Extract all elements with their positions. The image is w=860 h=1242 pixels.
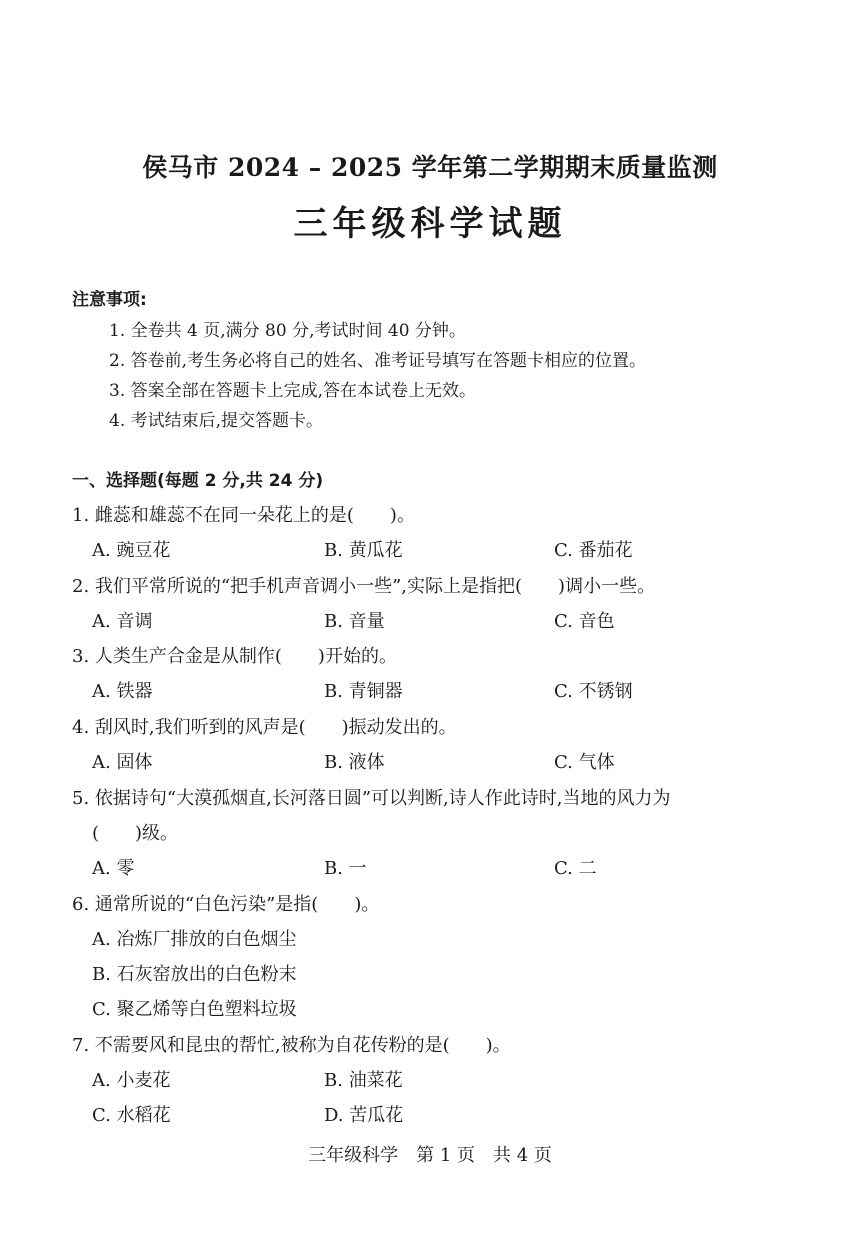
question-option: B. 液体: [324, 752, 385, 773]
question-option: C. 气体: [554, 752, 615, 773]
question-stem: 6. 通常所说的“白色污染”是指( )。: [72, 894, 380, 915]
question-option: B. 青铜器: [324, 681, 403, 702]
section-heading: 一、选择题(每题 2 分,共 24 分): [72, 471, 324, 491]
question-stem: 2. 我们平常所说的“把手机声音调小一些”,实际上是指把( )调小一些。: [72, 576, 656, 597]
question-option: A. 冶炼厂排放的白色烟尘: [92, 929, 297, 950]
question-option: A. 豌豆花: [92, 540, 171, 561]
notice-item: 3. 答案全部在答题卡上完成,答在本试卷上无效。: [109, 381, 477, 401]
question-stem: 1. 雌蕊和雄蕊不在同一朵花上的是( )。: [72, 505, 415, 526]
question-option: C. 二: [554, 858, 597, 879]
question-option: C. 水稻花: [92, 1105, 171, 1126]
question-option: A. 零: [92, 858, 135, 879]
question-option: B. 黄瓜花: [324, 540, 403, 561]
question-option: C. 不锈钢: [554, 681, 633, 702]
question-option: B. 油菜花: [324, 1070, 403, 1091]
question-option: B. 石灰窑放出的白色粉末: [92, 964, 297, 985]
question-stem-continued: ( )级。: [92, 823, 179, 844]
question-option: B. 音量: [324, 611, 385, 632]
question-stem: 3. 人类生产合金是从制作( )开始的。: [72, 646, 397, 667]
question-stem: 7. 不需要风和昆虫的帮忙,被称为自花传粉的是( )。: [72, 1035, 511, 1056]
question-option: A. 小麦花: [92, 1070, 171, 1091]
question-option: C. 聚乙烯等白色塑料垃圾: [92, 999, 297, 1020]
question-option: A. 固体: [92, 752, 153, 773]
notice-item: 2. 答卷前,考生务必将自己的姓名、准考证号填写在答题卡相应的位置。: [109, 351, 647, 371]
question-stem: 5. 依据诗句“大漠孤烟直,长河落日圆”可以判断,诗人作此诗时,当地的风力为: [72, 788, 671, 809]
question-option: C. 番茄花: [554, 540, 633, 561]
notice-item: 1. 全卷共 4 页,满分 80 分,考试时间 40 分钟。: [109, 321, 466, 341]
question-option: A. 音调: [92, 611, 153, 632]
question-option: B. 一: [324, 858, 367, 879]
page-footer: 三年级科学 第 1 页 共 4 页: [308, 1145, 552, 1166]
exam-title: 侯马市 2024 – 2025 学年第二学期期末质量监测: [142, 153, 718, 182]
question-stem: 4. 刮风时,我们听到的风声是( )振动发出的。: [72, 717, 457, 738]
exam-subtitle: 三年级科学试题: [293, 204, 567, 244]
question-option: D. 苦瓜花: [324, 1105, 404, 1126]
notice-item: 4. 考试结束后,提交答题卡。: [109, 411, 324, 431]
notice-heading: 注意事项:: [72, 290, 147, 310]
question-option: C. 音色: [554, 611, 615, 632]
question-option: A. 铁器: [92, 681, 153, 702]
